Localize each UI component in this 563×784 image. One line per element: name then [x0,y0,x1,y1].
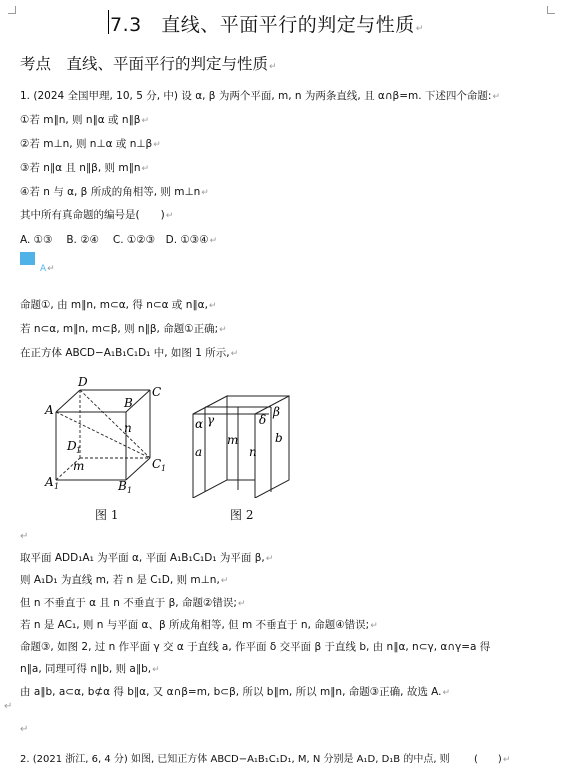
proposition-3[interactable] [20,161,149,176]
figure-2-caption: 图 2 [230,508,254,522]
paragraph-mark: ↵ [20,724,29,735]
label-n: n [124,421,132,435]
figure-2-planes [185,372,295,502]
solution-line-10[interactable] [20,685,450,700]
answer-letter: A↵ [40,264,55,274]
paragraph-mark: ↵ [220,576,229,586]
label-delta: δ [259,413,267,427]
planes-diagram [185,372,295,498]
paragraph-mark: ↵ [269,62,277,72]
paragraph-mark: ↵ [141,116,150,126]
label-n: n [249,445,257,459]
question1-ask[interactable] [20,208,173,223]
solution-text: 若 n⊂α, m∥n, m⊂β, 则 n∥β, 命题①正确; [20,323,219,335]
solution-text: 但 n 不垂直于 α 且 n 不垂直于 β, 命题②错误; [20,597,237,609]
label-C1: C [152,457,162,471]
solution-line-2[interactable] [20,322,227,337]
page-title[interactable] [110,10,424,37]
solution-text: 命题①, 由 m∥n, m⊂α, 得 n⊂α 或 n∥α, [20,299,208,311]
solution-line-5[interactable] [20,573,228,588]
paragraph-mark: ↵ [230,349,239,359]
proposition-4[interactable] [20,185,209,200]
label-m: m [73,459,85,473]
label-b: b [275,431,283,445]
prop-text: ④若 n 与 α, β 所成的角相等, 则 m⊥n [20,186,201,198]
section-text: 考点 直线、平面平行的判定与性质 [20,55,269,73]
text-cursor [108,10,109,34]
label-A1: A [45,475,54,489]
paragraph-mark: ↵ [165,211,174,221]
label-m: m [227,433,239,447]
label-sub: 1 [161,464,167,473]
paragraph-mark: ↵ [237,599,246,609]
q2-stem-text: 2. (2021 浙江, 6, 4 分) 如图, 已知正方体 ABCD−A₁B₁C₁D₁, M, N 分别是 A₁D, D₁B 的中点, 则 [20,754,450,765]
paragraph-mark: ↵ [442,688,451,698]
label-sub: 1 [54,482,60,491]
answer-marker-box [20,252,35,265]
label-B: B [124,396,133,410]
ask-text: 其中所有真命题的编号是( ) [20,209,165,221]
prop-text: ①若 m∥n, 则 n∥α 或 n∥β [20,114,141,126]
label-D1: D [67,439,77,453]
solution-line-8[interactable] [20,640,490,654]
paragraph-mark: ↵ [152,665,160,675]
question2-stem[interactable] [20,750,450,765]
page-corner-mark-top-left [8,6,16,14]
solution-text: 取平面 ADD₁A₁ 为平面 α, 平面 A₁B₁C₁D₁ 为平面 β, [20,552,265,564]
solution-line-6[interactable] [20,596,245,611]
solution-line-3[interactable] [20,346,238,361]
prop-text: ③若 n∥α 且 n∥β, 则 m∥n [20,162,141,174]
solution-text: 则 A₁D₁ 为直线 m, 若 n 是 C₁D, 则 m⊥n, [20,574,220,586]
paragraph-mark: ↵ [153,140,161,150]
paragraph-mark: ↵ [4,701,13,712]
solution-line-1[interactable] [20,298,216,313]
question2-paren: ( )↵ [474,754,511,765]
paragraph-mark: ↵ [20,531,29,542]
solution-line-7[interactable] [20,618,378,633]
label-sub: 1 [127,486,133,495]
solution-text: 命题③, 如图 2, 过 n 作平面 γ 交 α 于直线 a, 作平面 δ 交平面 β 于直线 b, 由 n∥α, n⊂γ, α∩γ=a 得 [20,641,491,653]
proposition-1[interactable] [20,113,149,128]
figure-1-caption: 图 1 [95,508,119,522]
options-text: A. ①③ B. ②④ C. ①②③ D. ①③④ [20,234,209,246]
solution-text: 由 a∥b, a⊂α, b⊄α 得 b∥α, 又 α∩β=m, b⊂β, 所以 b∥m, 所以 m∥n, 命题③正确, 故选 A. [20,686,442,698]
cube-diagram [40,372,180,498]
prop-text: ②若 m⊥n, 则 n⊥α 或 n⊥β [20,138,153,150]
section-heading[interactable] [20,52,277,74]
figure-1-cube [40,372,180,502]
q1-stem-text: 1. (2024 全国甲理, 10, 5 分, 中) 设 α, β 为两个平面, m, n 为两条直线, 且 α∩β=m. 下述四个命题: [20,90,492,102]
label-sub: 1 [76,446,82,455]
paragraph-mark: ↵ [201,188,209,198]
label-C: C [152,385,162,399]
page-corner-mark-top-right [547,6,555,14]
paragraph-mark: ↵ [265,554,274,564]
solution-line-4[interactable] [20,551,273,566]
proposition-2[interactable] [20,137,161,152]
label-B1: B [118,479,127,493]
paragraph-mark: ↵ [141,164,150,174]
solution-text: 在正方体 ABCD−A₁B₁C₁D₁ 中, 如图 1 所示, [20,347,230,359]
paragraph-mark: ↵ [415,24,424,34]
paragraph-mark: ↵ [219,325,227,335]
title-text: 7.3 直线、平面平行的判定与性质 [110,14,415,36]
solution-text: 若 n 是 AC₁, 则 n 与平面 α、β 所成角相等, 但 m 不垂直于 n, 命题④错误; [20,619,370,631]
question1-options[interactable] [20,233,217,248]
paragraph-mark: ↵ [208,301,217,311]
label-a: a [195,445,203,459]
label-beta: β [273,405,280,419]
question1-stem[interactable] [20,89,500,104]
paragraph-mark: ↵ [209,236,218,246]
label-alpha: α [195,417,204,431]
label-D: D [78,375,88,389]
solution-line-9[interactable] [20,662,160,677]
solution-text: n∥a, 同理可得 n∥b, 则 a∥b, [20,663,152,675]
paragraph-mark: ↵ [492,92,500,102]
paragraph-mark: ↵ [370,621,378,631]
label-gamma: γ [207,413,215,427]
label-A: A [45,403,54,417]
